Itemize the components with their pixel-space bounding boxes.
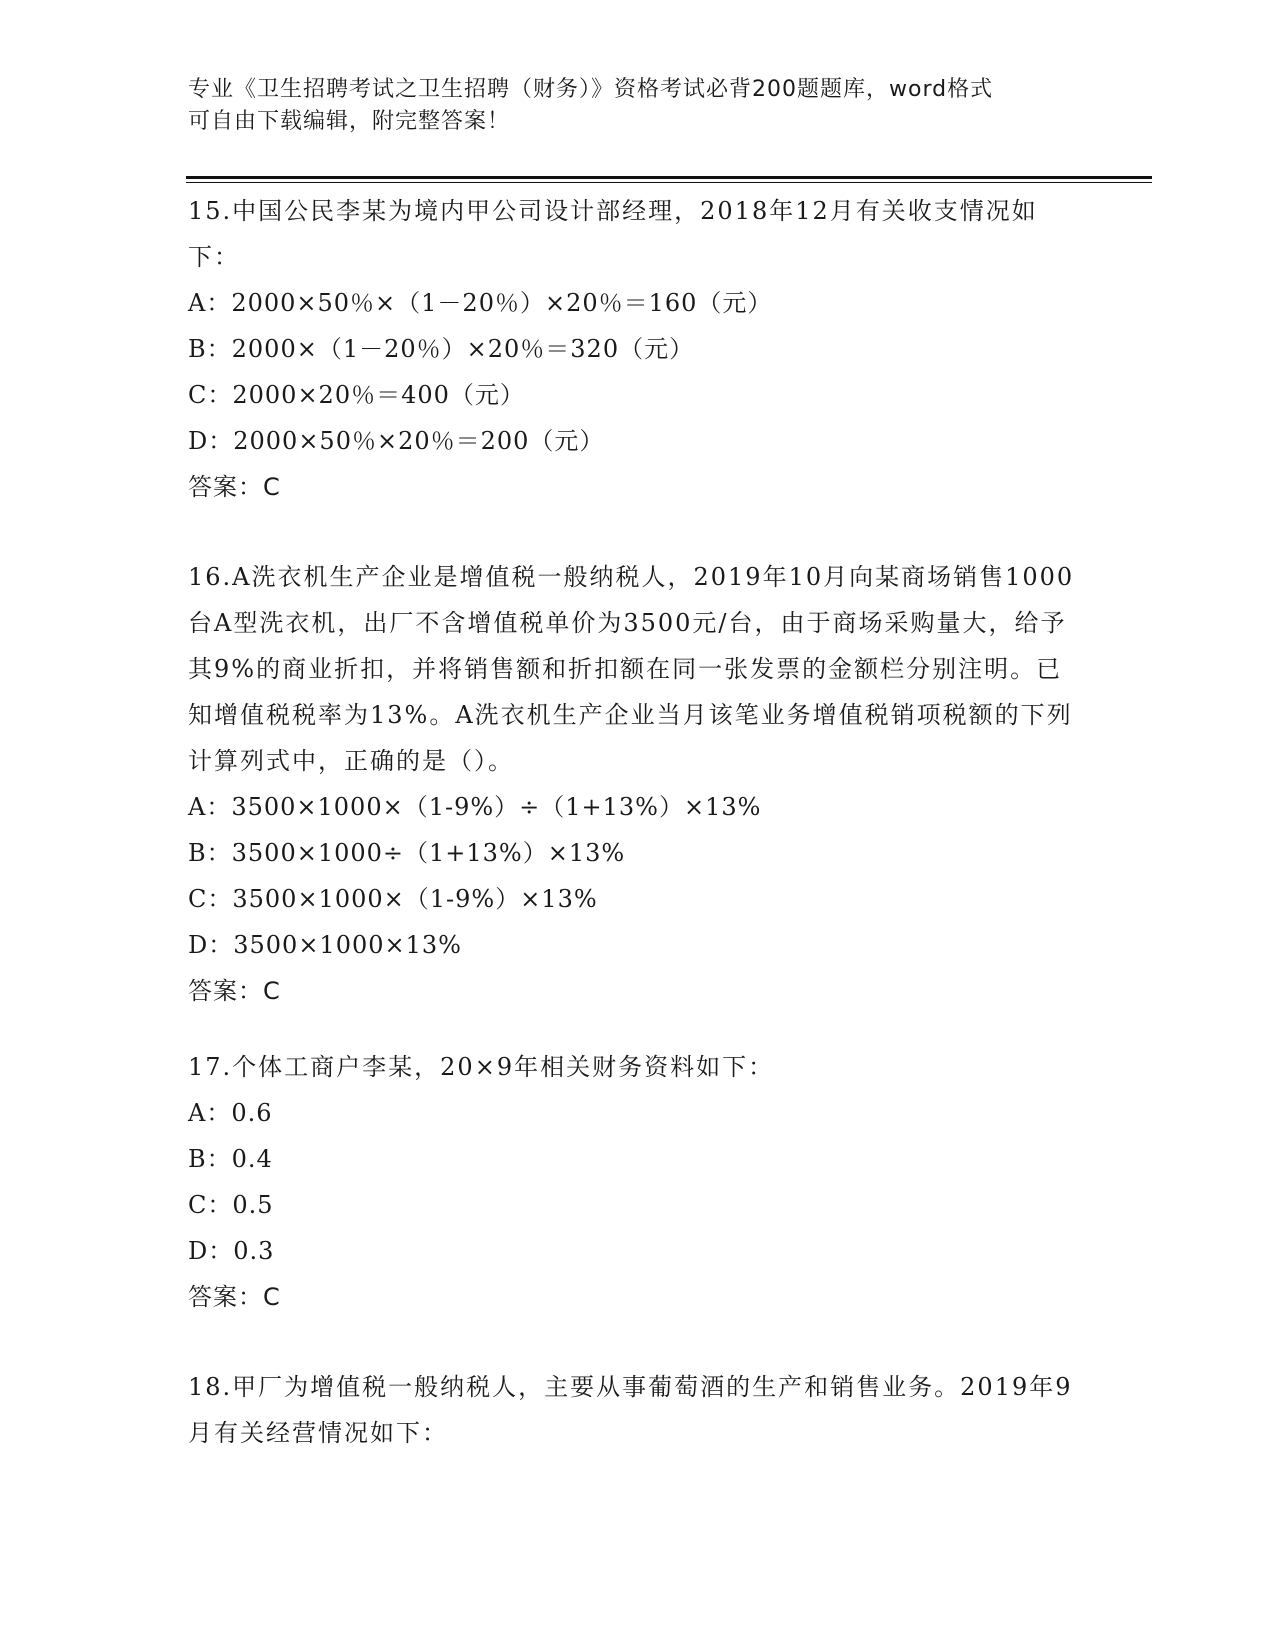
- question-list: [188, 188, 1088, 1456]
- document-header: [188, 74, 1068, 138]
- question-stem: 17.个体工商户李某，20×9年相关财务资料如下：: [188, 1053, 775, 1081]
- question-16: [188, 554, 1088, 1014]
- option-d: D：2000×50％×20％＝200（元）: [188, 427, 605, 455]
- question-18: [188, 1364, 1088, 1456]
- option-b: B：3500×1000÷（1+13%）×13%: [188, 839, 626, 867]
- answer-line: 答案：C: [188, 473, 281, 501]
- header-divider-thick: [186, 176, 1152, 179]
- question-spacer: [188, 510, 1088, 554]
- option-b: B：0.4: [188, 1145, 273, 1173]
- answer-line: 答案：C: [188, 977, 281, 1005]
- option-a: A：2000×50％×（1－20％）×20％＝160（元）: [188, 289, 773, 317]
- option-b: B：2000×（1－20％）×20％＝320（元）: [188, 335, 695, 363]
- question-spacer: [188, 1320, 1088, 1364]
- header-title-line-2: 可自由下载编辑，附完整答案！: [188, 109, 511, 134]
- question-spacer: [188, 1014, 1088, 1044]
- option-c: C：3500×1000×（1-9%）×13%: [188, 885, 598, 913]
- header-divider-thin: [186, 182, 1152, 183]
- question-15: [188, 188, 1088, 510]
- option-a: A：0.6: [188, 1099, 273, 1127]
- question-stem: 18.甲厂为增值税一般纳税人，主要从事葡萄酒的生产和销售业务。2019年9月有关经营情况如下：: [188, 1373, 1073, 1447]
- option-d: D：0.3: [188, 1237, 275, 1265]
- option-c: C：2000×20％＝400（元）: [188, 381, 525, 409]
- header-title-line-1: 专业《卫生招聘考试之卫生招聘（财务）》资格考试必背200题题库，word格式: [188, 77, 994, 102]
- option-d: D：3500×1000×13%: [188, 931, 462, 959]
- question-stem: 15.中国公民李某为境内甲公司设计部经理，2018年12月有关收支情况如下：: [188, 197, 1038, 271]
- option-a: A：3500×1000×（1-9%）÷（1+13%）×13%: [188, 793, 762, 821]
- answer-line: 答案：C: [188, 1283, 281, 1311]
- option-c: C：0.5: [188, 1191, 274, 1219]
- question-stem: 16.A洗衣机生产企业是增值税一般纳税人，2019年10月向某商场销售1000台A型洗衣机，出厂不含增值税单价为3500元/台，由于商场采购量大，给予其9%的商业折扣，并将销售额和折扣额在同一张发票的金额栏分别注明。已知增值税税率为13%。A洗衣机生产企业当月该笔业务增值税销项税额的下列计算列式中，正确的是（）。: [188, 563, 1075, 775]
- question-17: [188, 1044, 1088, 1320]
